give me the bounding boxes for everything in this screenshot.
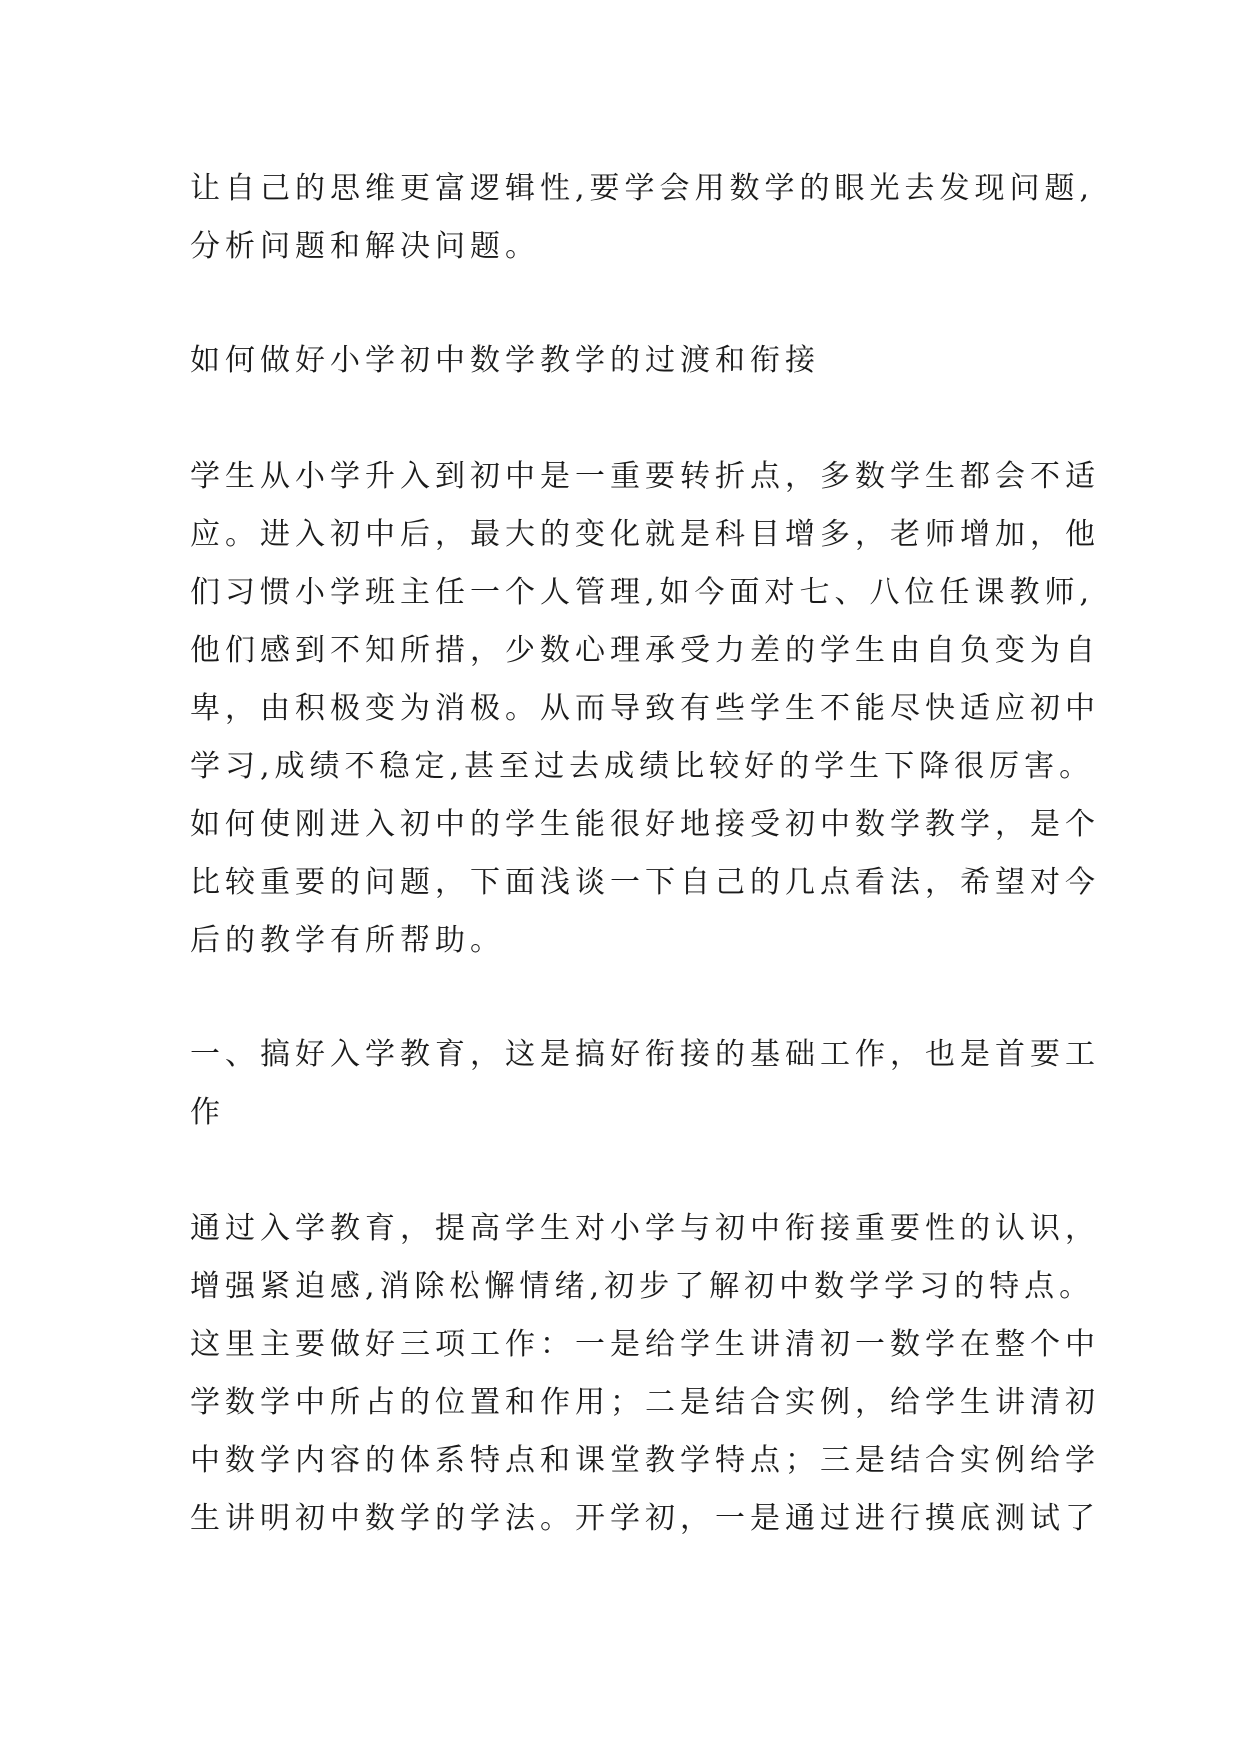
heading-line: 一、搞好入学教育，这是搞好衔接的基础工作，也是首要工	[190, 1037, 1100, 1072]
text-line: 应。进入初中后，最大的变化就是科目增多，老师增加，他	[190, 517, 1100, 552]
section-heading-transition	[190, 332, 1070, 390]
text-line: 后的教学有所帮助。	[190, 923, 505, 958]
text-line: 他们感到不知所措，少数心理承受力差的学生由自负变为自	[190, 633, 1100, 668]
text-line: 卑，由积极变为消极。从而导致有些学生不能尽快适应初中	[190, 691, 1100, 726]
text-line: 分析问题和解决问题。	[190, 229, 540, 264]
text-line: 如何使刚进入初中的学生能很好地接受初中数学教学，是个	[190, 807, 1100, 842]
text-line: 们习惯小学班主任一个人管理,如今面对七、八位任课教师,	[190, 575, 1095, 610]
text-line: 学生从小学升入到初中是一重要转折点，多数学生都会不适	[190, 459, 1100, 494]
text-line: 增强紧迫感,消除松懈情绪,初步了解初中数学学习的特点。	[190, 1269, 1095, 1304]
heading-line: 作	[190, 1095, 225, 1130]
text-line: 通过入学教育，提高学生对小学与初中衔接重要性的认识，	[190, 1211, 1100, 1246]
text-line: 中数学内容的体系特点和课堂教学特点；三是结合实例给学	[190, 1443, 1100, 1478]
paragraph-enrollment-details	[190, 1200, 1100, 1548]
text-line: 比较重要的问题，下面浅谈一下自己的几点看法，希望对今	[190, 865, 1100, 900]
text-line: 学数学中所占的位置和作用；二是结合实例，给学生讲清初	[190, 1385, 1100, 1420]
paragraph-intro-continuation	[190, 160, 1095, 276]
paragraph-turning-point	[190, 448, 1100, 970]
text-line: 生讲明初中数学的学法。开学初，一是通过进行摸底测试了	[190, 1501, 1100, 1536]
document-page	[190, 160, 1100, 1548]
text-line: 让自己的思维更富逻辑性,要学会用数学的眼光去发现问题,	[190, 171, 1095, 206]
section-heading-enrollment-education	[190, 1026, 1100, 1142]
heading-line: 如何做好小学初中数学教学的过渡和衔接	[190, 343, 820, 378]
text-line: 学习,成绩不稳定,甚至过去成绩比较好的学生下降很厉害。	[190, 749, 1095, 784]
text-line: 这里主要做好三项工作：一是给学生讲清初一数学在整个中	[190, 1327, 1100, 1362]
